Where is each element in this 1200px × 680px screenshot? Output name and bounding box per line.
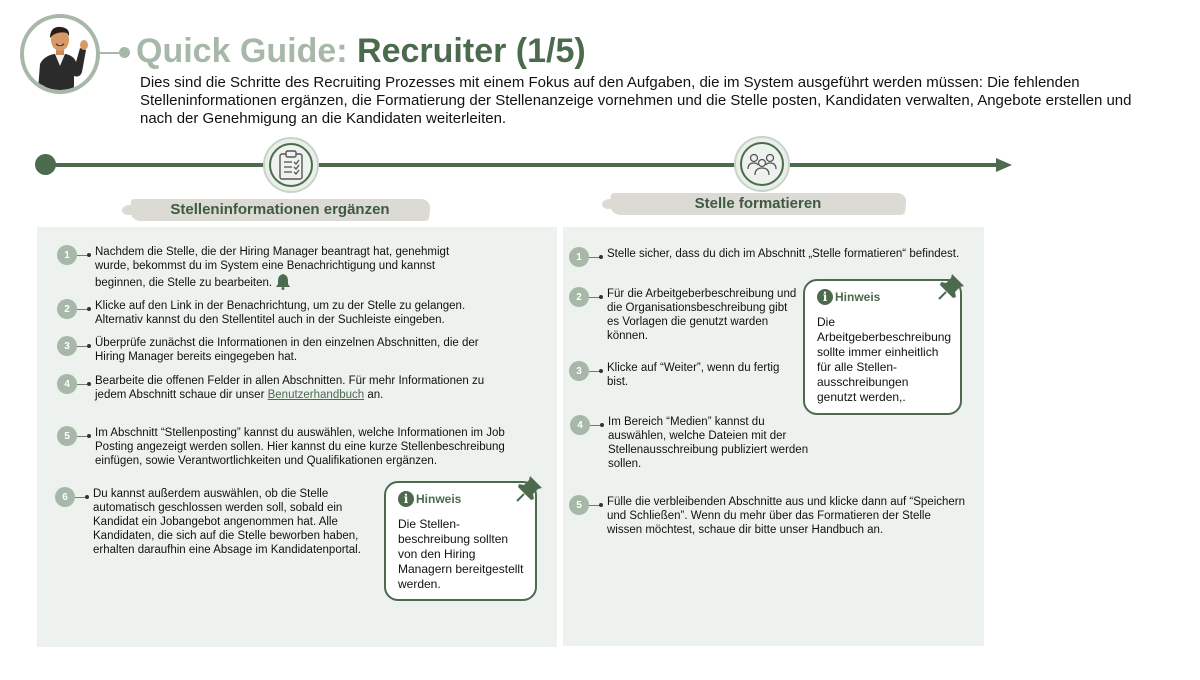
step-bullet: [599, 255, 603, 259]
step-connector: [589, 505, 599, 506]
step-number-badge: 2: [57, 299, 77, 319]
section-1-step-3: [57, 336, 497, 364]
step-bullet: [87, 307, 91, 311]
step-number-badge: 3: [57, 336, 77, 356]
step-connector: [77, 346, 87, 347]
step-text: Klicke auf den Link in der Benachrichtung, um zu der Stelle zu gelangen. Alternativ kannst du den Stellentitel auch in der Suchleiste eingeben.: [95, 300, 466, 326]
step-connector: [75, 497, 85, 498]
step-number-badge: 5: [57, 426, 77, 446]
step-text: Bearbeite die offenen Felder in allen Abschnitten. Für mehr Informationen zu jedem Abschnitt schaue dir unser Benutzerhandbuch an.: [95, 375, 485, 401]
section-1-step-5: [57, 426, 517, 468]
hint-title: Hinweis: [416, 492, 462, 506]
step-bullet: [87, 382, 91, 386]
step-bullet: [599, 369, 603, 373]
step-bullet: [599, 295, 603, 299]
clipboard-checklist-icon: [278, 150, 304, 180]
people-group-icon: [746, 152, 778, 176]
section-2-title: Stelle formatieren: [694, 195, 822, 212]
title-role: Recruiter (1/5): [357, 32, 586, 70]
step-number-badge: 5: [569, 495, 589, 515]
hint-body: Die Arbeitgeberbeschreibung sollte immer einheitlich für alle Stellen-ausschreibungen genutzt werden,.: [817, 315, 952, 404]
step-number-badge: 3: [569, 361, 589, 381]
step-text: Im Bereich “Medien” kannst du auswählen, welche Dateien mit der Stellenausschreibung publiziert werden sollen.: [608, 416, 809, 470]
step-text: Im Abschnitt “Stellenposting” kannst du auswählen, welche Informationen im Job Posting angezeigt werden sollen. Hier kannst du eine kurze Stellenbeschreibung einfügen, sowie Verantwortlichkeiten und Qualifikationen ergänzen.: [95, 427, 505, 467]
benutzerhandbuch-link[interactable]: Benutzerhandbuch: [267, 389, 365, 401]
step-text: Stelle sicher, dass du dich im Abschnitt „Stelle formatieren“ befindest.: [607, 248, 960, 260]
section-1-step-1: [57, 245, 457, 290]
timeline-step-2: [734, 136, 790, 192]
hint-body: Die Stellen-beschreibung sollten von den Hiring Managern bereitgestellt werden.: [398, 517, 524, 591]
step-connector: [589, 257, 599, 258]
waving-recruiter-avatar-icon: [24, 18, 96, 90]
bell-icon: [275, 273, 291, 290]
step-number-badge: 4: [57, 374, 77, 394]
section-2-step-5: [569, 495, 969, 537]
section-2-step-3: [569, 361, 801, 389]
step-bullet: [87, 434, 91, 438]
section-1-step-6: [55, 487, 375, 557]
step-connector: [77, 309, 87, 310]
avatar-connector-dot: [119, 47, 130, 58]
step-connector: [589, 297, 599, 298]
avatar: [20, 14, 100, 94]
step-number-badge: 1: [57, 245, 77, 265]
step-bullet: [87, 253, 91, 257]
timeline-step-1: [263, 137, 319, 193]
timeline-start-dot: [35, 154, 56, 175]
intro-paragraph: Dies sind die Schritte des Recruiting Prozesses mit einem Fokus auf den Aufgaben, die im System ausgeführt werden müssen: Die fehlenden Stelleninformationen ergänzen, die Formatierung der Stellenanzeige vornehmen und die Stelle posten, Kandidaten verwalten, Angebote erstellen und nach der Genehmigung an die Kandidaten weiterleiten.: [140, 74, 1132, 127]
section-1-step-2: [57, 299, 497, 327]
step-bullet: [85, 495, 89, 499]
step-connector: [77, 255, 87, 256]
step-connector: [589, 371, 599, 372]
page-title: [136, 32, 586, 71]
step-bullet: [87, 344, 91, 348]
info-icon: i: [817, 289, 833, 305]
step-text: Fülle die verbleibenden Abschnitte aus und klicke dann auf “Speichern und Schließen”. Wenn du mehr über das Formatieren der Stelle wissen möchtest, schaue dir bitte unser Handbuch an.: [607, 496, 966, 536]
hint-title: Hinweis: [835, 290, 881, 304]
step-text: Überprüfe zunächst die Informationen in den einzelnen Abschnitten, die der Hiring Manager bereits eingegeben hat.: [95, 337, 479, 363]
step-connector: [77, 436, 87, 437]
step-text: Klicke auf “Weiter”, wenn du fertig bist.: [607, 362, 780, 388]
section-2-step-2: [569, 287, 801, 343]
step-number-badge: 1: [569, 247, 589, 267]
step-text: Nachdem die Stelle, die der Hiring Manager beantragt hat, genehmigt wurde, bekommst du im System eine Benachrichtigung und kannst beginnen, die Stelle zu bearbeiten.: [95, 246, 450, 289]
section-1-title: Stelleninformationen ergänzen: [170, 201, 390, 218]
info-icon: i: [398, 491, 414, 507]
title-prefix: Quick Guide:: [136, 32, 348, 70]
step-connector: [590, 425, 600, 426]
step-bullet: [599, 503, 603, 507]
timeline-line: [45, 163, 1000, 167]
step-text: Für die Arbeitgeberbeschreibung und die Organisationsbeschreibung gibt es Vorlagen die genutzt warden können.: [607, 288, 797, 342]
step-number-badge: 4: [570, 415, 590, 435]
pushpin-icon: [514, 474, 544, 504]
step-number-badge: 6: [55, 487, 75, 507]
section-2-step-4: [570, 415, 820, 471]
avatar-connector-line: [99, 52, 121, 54]
step-number-badge: 2: [569, 287, 589, 307]
timeline-arrow-icon: [996, 158, 1012, 172]
pushpin-icon: [936, 272, 966, 302]
step-bullet: [600, 423, 604, 427]
section-1-step-4: [57, 374, 497, 402]
step-connector: [77, 384, 87, 385]
section-2-step-1: [569, 247, 979, 267]
step-text: Du kannst außerdem auswählen, ob die Stelle automatisch geschlossen werden soll, sobald ein Kandidat ein Jobangebot angenommen hat. Alle Kandidaten, die sich auf die Stelle beworben haben, erhalten daraufhin eine Absage im Kandidatenportal.: [93, 488, 361, 556]
